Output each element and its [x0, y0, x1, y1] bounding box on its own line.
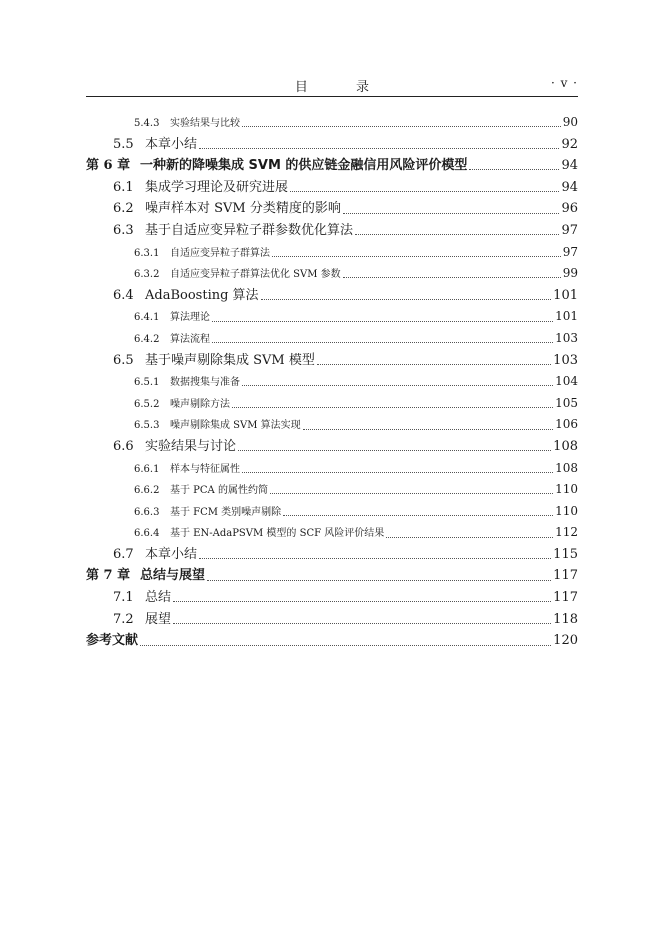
dot-leader [317, 364, 551, 365]
toc-entry[interactable] [86, 198, 578, 220]
toc-entry-title: 噪声样本对 SVM 分类精度的影响 [145, 201, 341, 217]
toc-entry-title: 数据搜集与准备 [170, 377, 240, 389]
toc-entry-page: 117 [553, 590, 578, 606]
toc-entry-number: 5.4.3 [134, 118, 160, 129]
toc-entry[interactable] [86, 306, 578, 328]
toc-entry-page: 108 [555, 460, 578, 475]
dot-leader [173, 623, 551, 624]
toc-entry-page: 103 [555, 330, 578, 345]
toc-entry[interactable] [86, 285, 578, 307]
dot-leader [270, 493, 553, 494]
toc-entry-number: 6.6.4 [134, 528, 160, 540]
toc-entry-page: 99 [562, 266, 578, 281]
table-of-contents [86, 112, 578, 652]
toc-entry-page: 112 [555, 525, 578, 540]
toc-entry-title: 基于自适应变异粒子群参数优化算法 [145, 222, 354, 238]
toc-entry-title: 实验结果与比较 [170, 118, 240, 129]
toc-entry-number: 6.6 [113, 438, 134, 454]
toc-entry-number: 6.6.2 [134, 485, 160, 497]
toc-entry-title: 噪声剔除集成 SVM 算法实现 [170, 420, 301, 432]
toc-entry[interactable] [86, 371, 578, 393]
toc-entry-page: 110 [555, 482, 578, 497]
toc-entry-number: 6.5.2 [134, 398, 160, 410]
toc-entry-title: 总结 [145, 590, 172, 606]
toc-entry-title: 样本与特征属性 [170, 463, 240, 475]
toc-entry-page: 106 [555, 417, 578, 432]
toc-entry-title: 参考文献 [86, 633, 139, 649]
toc-entry-page: 117 [553, 568, 578, 584]
dot-leader [199, 558, 551, 559]
dot-leader [232, 407, 553, 408]
toc-entry[interactable] [86, 630, 578, 652]
toc-entry[interactable] [86, 414, 578, 436]
toc-entry-page: 90 [562, 115, 578, 129]
toc-entry[interactable] [86, 242, 578, 264]
dot-leader [355, 234, 559, 235]
toc-entry-page: 115 [553, 546, 578, 562]
toc-entry-number: 6.6.3 [134, 506, 160, 518]
page-header [86, 76, 578, 97]
toc-entry[interactable] [86, 436, 578, 458]
toc-entry-page: 104 [555, 374, 578, 389]
toc-entry-title: 一种新的降噪集成 SVM 的供应链金融信用风险评价模型 [140, 158, 468, 174]
toc-entry-title: 基于 FCM 类别噪声剔除 [170, 506, 282, 518]
dot-leader [343, 213, 560, 214]
toc-entry-number: 6.7 [113, 546, 134, 562]
toc-entry-page: 120 [553, 633, 578, 649]
toc-entry-number: 第 7 章 [86, 568, 131, 584]
dot-leader [238, 450, 551, 451]
toc-entry[interactable] [86, 220, 578, 242]
toc-entry-title: 基于 PCA 的属性约简 [170, 485, 268, 497]
toc-entry[interactable] [86, 544, 578, 566]
dot-leader [283, 515, 553, 516]
dot-leader [261, 299, 552, 300]
toc-entry-number: 6.4 [113, 287, 134, 303]
toc-entry[interactable] [86, 393, 578, 415]
toc-entry-page: 108 [553, 438, 578, 454]
toc-entry-number: 7.2 [113, 611, 134, 627]
toc-entry-number: 6.3 [113, 222, 134, 238]
toc-entry-title: 自适应变异粒子群算法优化 SVM 参数 [170, 269, 341, 281]
toc-entry-title: 总结与展望 [140, 568, 206, 584]
toc-entry-number: 6.5 [113, 352, 134, 368]
toc-entry-page: 105 [555, 395, 578, 410]
dot-leader [242, 126, 561, 127]
toc-entry-title: 噪声剔除方法 [170, 398, 230, 410]
dot-leader [272, 256, 561, 257]
toc-entry[interactable] [86, 609, 578, 631]
toc-entry-number: 6.4.2 [134, 333, 160, 345]
toc-entry-page: 101 [555, 309, 578, 324]
toc-entry-title: AdaBoosting 算法 [145, 287, 259, 303]
toc-entry-page: 110 [555, 503, 578, 518]
toc-entry-number: 6.6.1 [134, 463, 160, 475]
toc-entry[interactable] [86, 565, 578, 587]
toc-entry-title: 自适应变异粒子群算法 [170, 247, 270, 259]
dot-leader [242, 385, 553, 386]
toc-entry-number: 6.2 [113, 201, 134, 217]
dot-leader [343, 277, 561, 278]
toc-entry-number: 6.3.1 [134, 247, 160, 259]
toc-entry[interactable] [86, 501, 578, 523]
toc-entry-number: 第 6 章 [86, 158, 131, 174]
dot-leader [386, 537, 553, 538]
toc-entry-title: 算法理论 [170, 312, 210, 324]
toc-entry-page: 94 [561, 179, 578, 195]
toc-entry[interactable] [86, 479, 578, 501]
toc-entry-title: 本章小结 [145, 546, 198, 562]
dot-leader [303, 429, 553, 430]
toc-entry[interactable] [86, 522, 578, 544]
toc-entry[interactable] [86, 328, 578, 350]
dot-leader [242, 472, 553, 473]
toc-entry-title: 实验结果与讨论 [145, 438, 237, 454]
toc-entry-page: 92 [561, 136, 578, 152]
toc-entry-page: 118 [553, 611, 578, 627]
toc-entry-number: 6.3.2 [134, 269, 160, 281]
toc-entry-title: 展望 [145, 611, 172, 627]
dot-leader [173, 601, 551, 602]
toc-entry-page: 94 [561, 158, 578, 174]
toc-entry-number: 6.5.1 [134, 377, 160, 389]
dot-leader [469, 169, 559, 170]
dot-leader [290, 191, 559, 192]
header-title: 目 录 [294, 80, 392, 95]
dot-leader [140, 645, 551, 646]
toc-entry[interactable] [86, 134, 578, 156]
toc-entry-number: 6.5.3 [134, 420, 160, 432]
toc-entry-page: 97 [562, 244, 578, 259]
toc-entry-number: 7.1 [113, 590, 134, 606]
toc-entry-title: 基于噪声剔除集成 SVM 模型 [145, 352, 315, 368]
toc-entry[interactable] [86, 155, 578, 177]
toc-entry-page: 97 [561, 222, 578, 238]
toc-entry-number: 6.1 [113, 179, 134, 195]
toc-entry-page: 103 [553, 352, 578, 368]
toc-entry-title: 集成学习理论及研究进展 [145, 179, 289, 195]
toc-entry-title: 基于 EN-AdaPSVM 模型的 SCF 风险评价结果 [170, 528, 385, 540]
toc-entry-title: 算法流程 [170, 333, 210, 345]
toc-entry[interactable] [86, 458, 578, 480]
dot-leader [212, 321, 553, 322]
dot-leader [199, 148, 559, 149]
toc-entry-title: 本章小结 [145, 136, 198, 152]
dot-leader [212, 342, 553, 343]
toc-entry[interactable] [86, 263, 578, 285]
toc-entry[interactable] [86, 587, 578, 609]
toc-entry[interactable] [86, 350, 578, 372]
header-page-number: · v · [550, 76, 578, 90]
dot-leader [207, 580, 551, 581]
toc-entry-page: 101 [553, 287, 578, 303]
toc-entry[interactable] [86, 112, 578, 134]
toc-entry-number: 6.4.1 [134, 312, 160, 324]
toc-entry-number: 5.5 [113, 136, 134, 152]
toc-entry[interactable] [86, 177, 578, 199]
toc-entry-page: 96 [561, 201, 578, 217]
